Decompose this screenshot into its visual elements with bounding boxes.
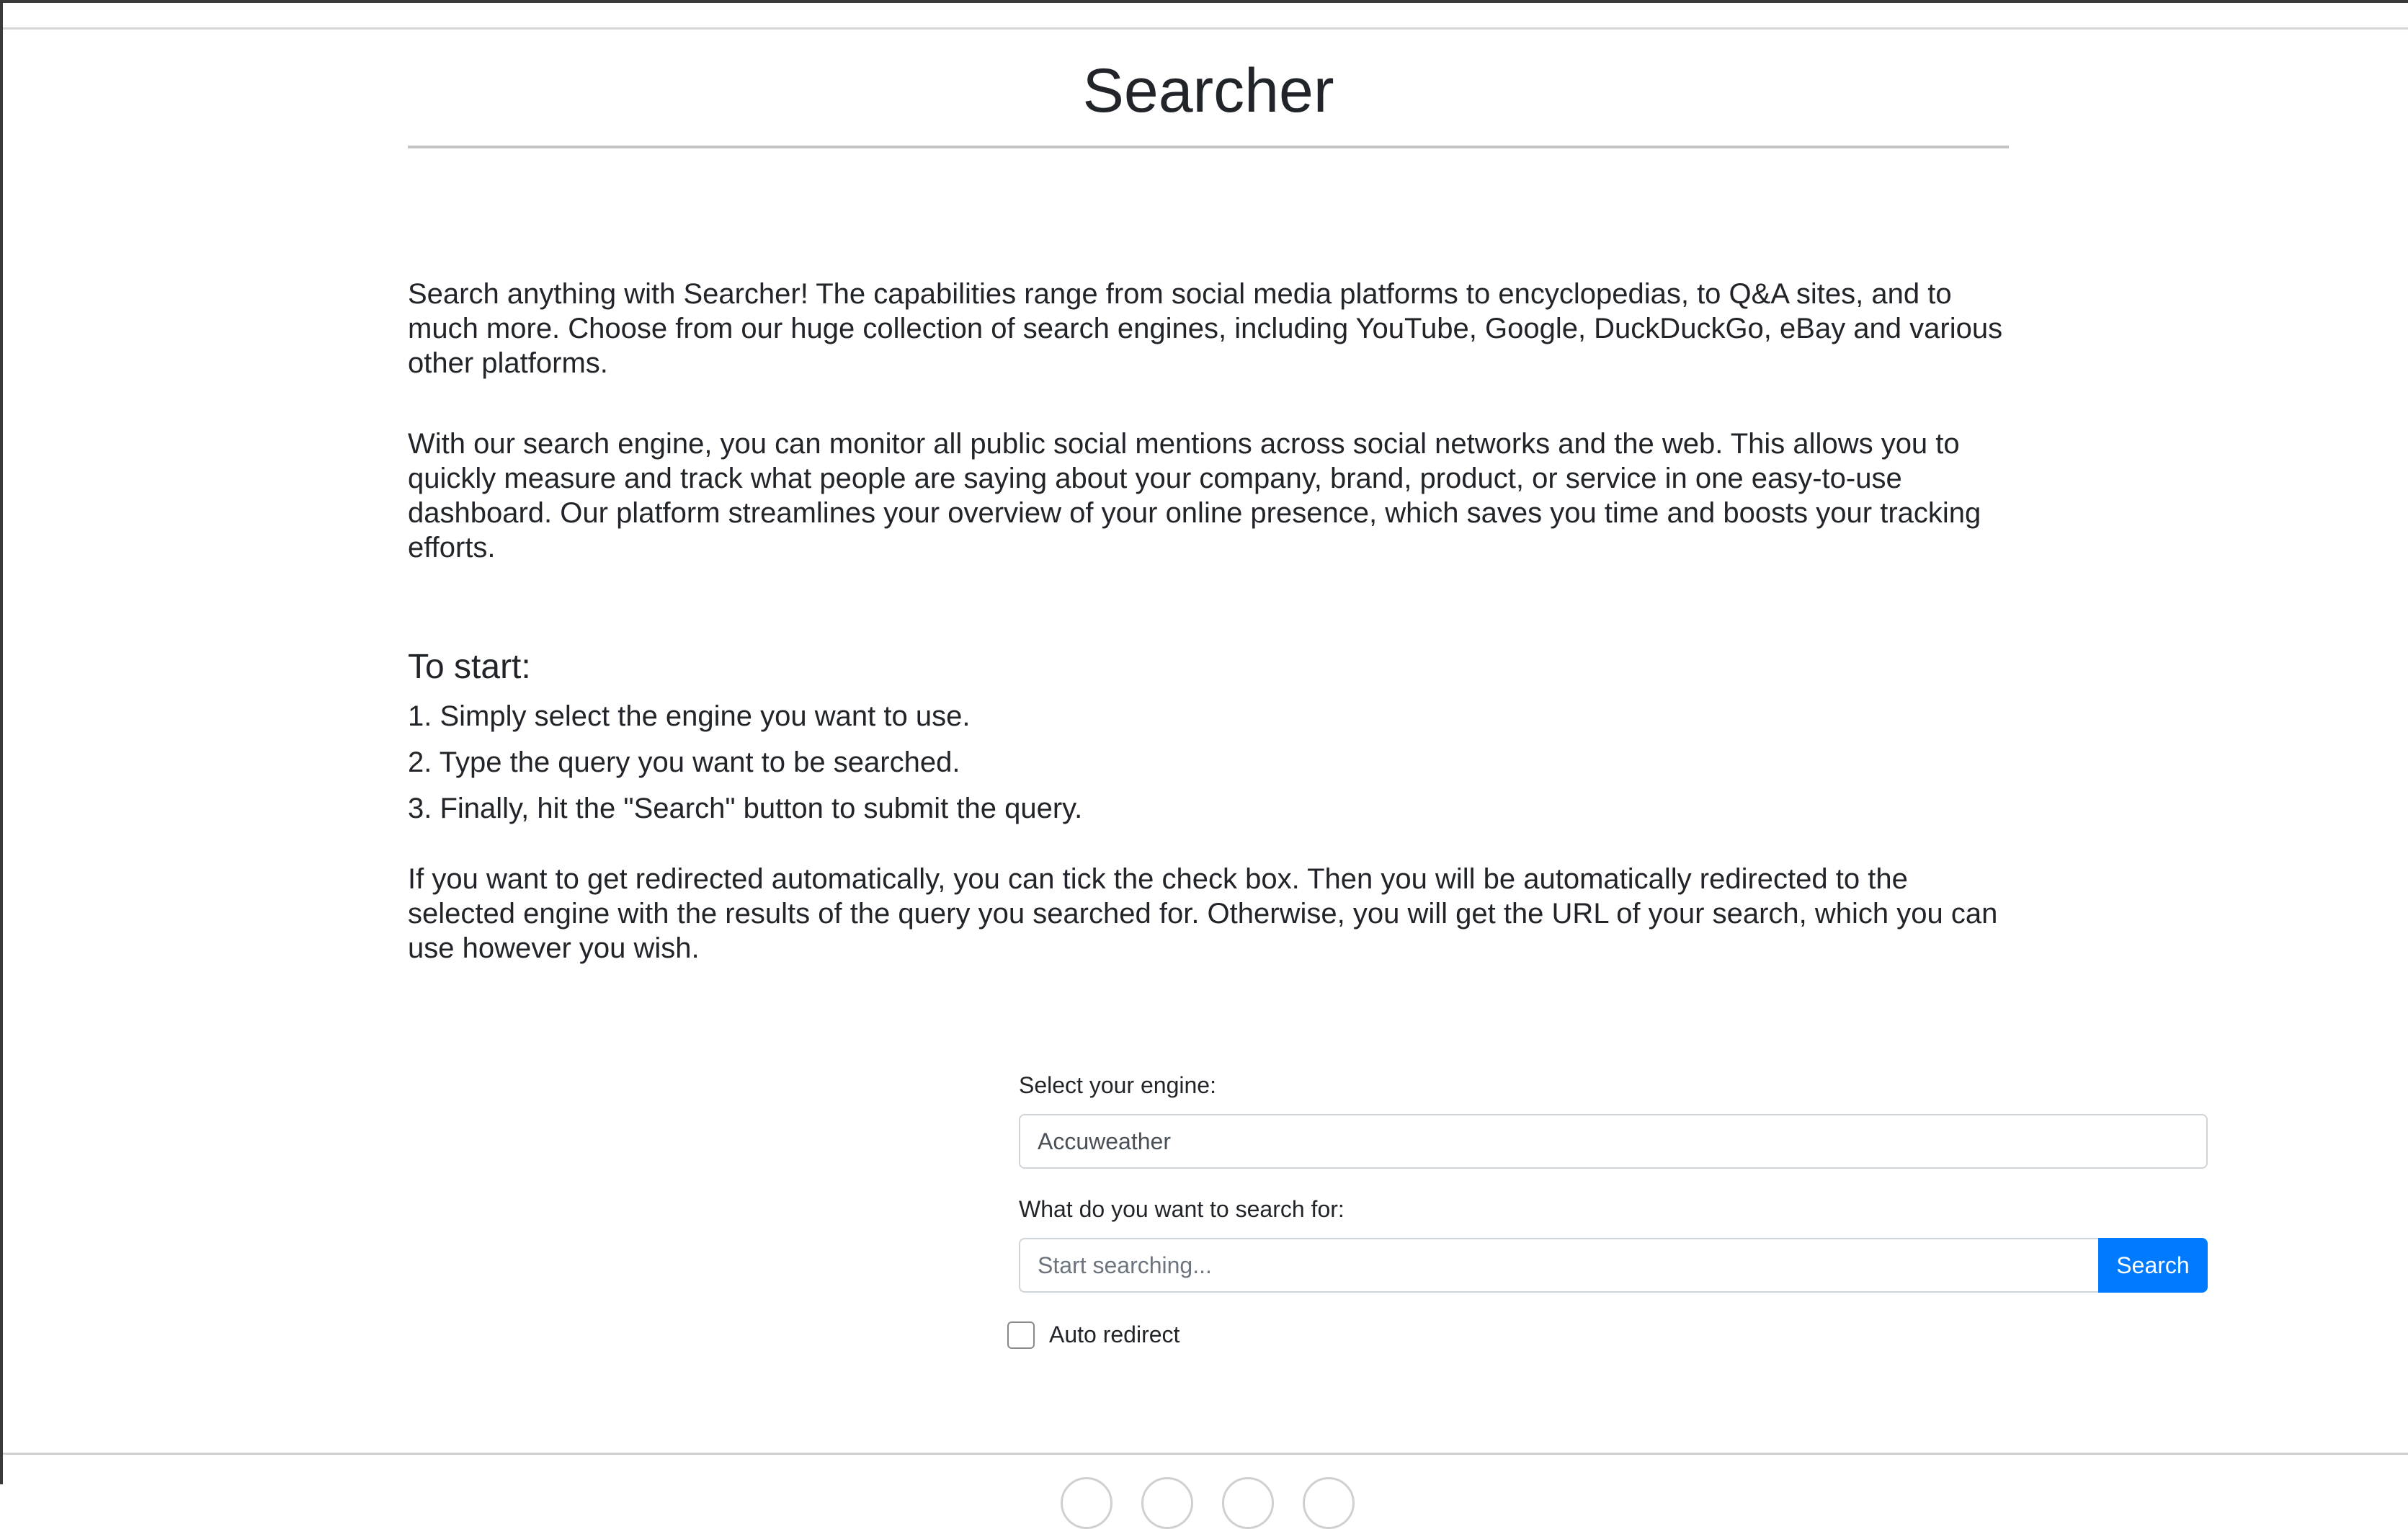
social-icon[interactable] bbox=[1061, 1477, 1112, 1529]
engine-label: Select your engine: bbox=[1019, 1072, 1216, 1098]
search-button[interactable]: Search bbox=[2098, 1238, 2208, 1293]
social-icon[interactable] bbox=[1141, 1477, 1193, 1529]
top-divider bbox=[3, 27, 2408, 30]
instruction-step: 1. Simply select the engine you want to use. bbox=[408, 700, 971, 732]
intro-paragraph-2: With our search engine, you can monitor all public social mentions across social networks and the web. This allows you to quickly measure and track what people are saying about your company, brand, product, or service in one easy-to-use dashboard. Our platform streamlines your overview of your online presence, which saves you time and boosts your tracking efforts. bbox=[408, 428, 1981, 563]
footer-divider bbox=[3, 1453, 2408, 1455]
instructions-steps bbox=[408, 699, 1082, 837]
social-icon[interactable] bbox=[1222, 1477, 1274, 1529]
title-divider bbox=[408, 146, 2009, 148]
redirect-note: If you want to get redirected automatically, you can tick the check box. Then you will be automatically redirected to the selected engine with the results of the query you searched for. Otherwise, you will get the URL of your search, which you can use however you wish. bbox=[408, 863, 1998, 964]
query-input-group bbox=[1019, 1238, 2208, 1293]
instruction-step: 2. Type the query you want to be searched. bbox=[408, 746, 960, 778]
social-icon[interactable] bbox=[1303, 1477, 1355, 1529]
query-label: What do you want to search for: bbox=[1019, 1196, 1345, 1222]
instruction-step: 3. Finally, hit the "Search" button to submit the query. bbox=[408, 793, 1083, 824]
intro-paragraph-1: Search anything with Searcher! The capabilities range from social media platforms to encyclopedias, to Q&A sites, and to much more. Choose from our huge collection of search engines, including YouTube, Google, DuckDuckGo, eBay and various other platforms. bbox=[408, 278, 2003, 379]
engine-selected-value: Accuweather bbox=[1038, 1128, 1171, 1154]
page-title: Searcher bbox=[1082, 56, 1334, 125]
engine-select[interactable] bbox=[1019, 1114, 2208, 1169]
instructions-heading: To start: bbox=[408, 648, 531, 686]
search-input[interactable] bbox=[1019, 1238, 2098, 1293]
auto-redirect-label[interactable]: Auto redirect bbox=[1049, 1321, 1180, 1347]
auto-redirect-checkbox[interactable] bbox=[1007, 1321, 1035, 1349]
